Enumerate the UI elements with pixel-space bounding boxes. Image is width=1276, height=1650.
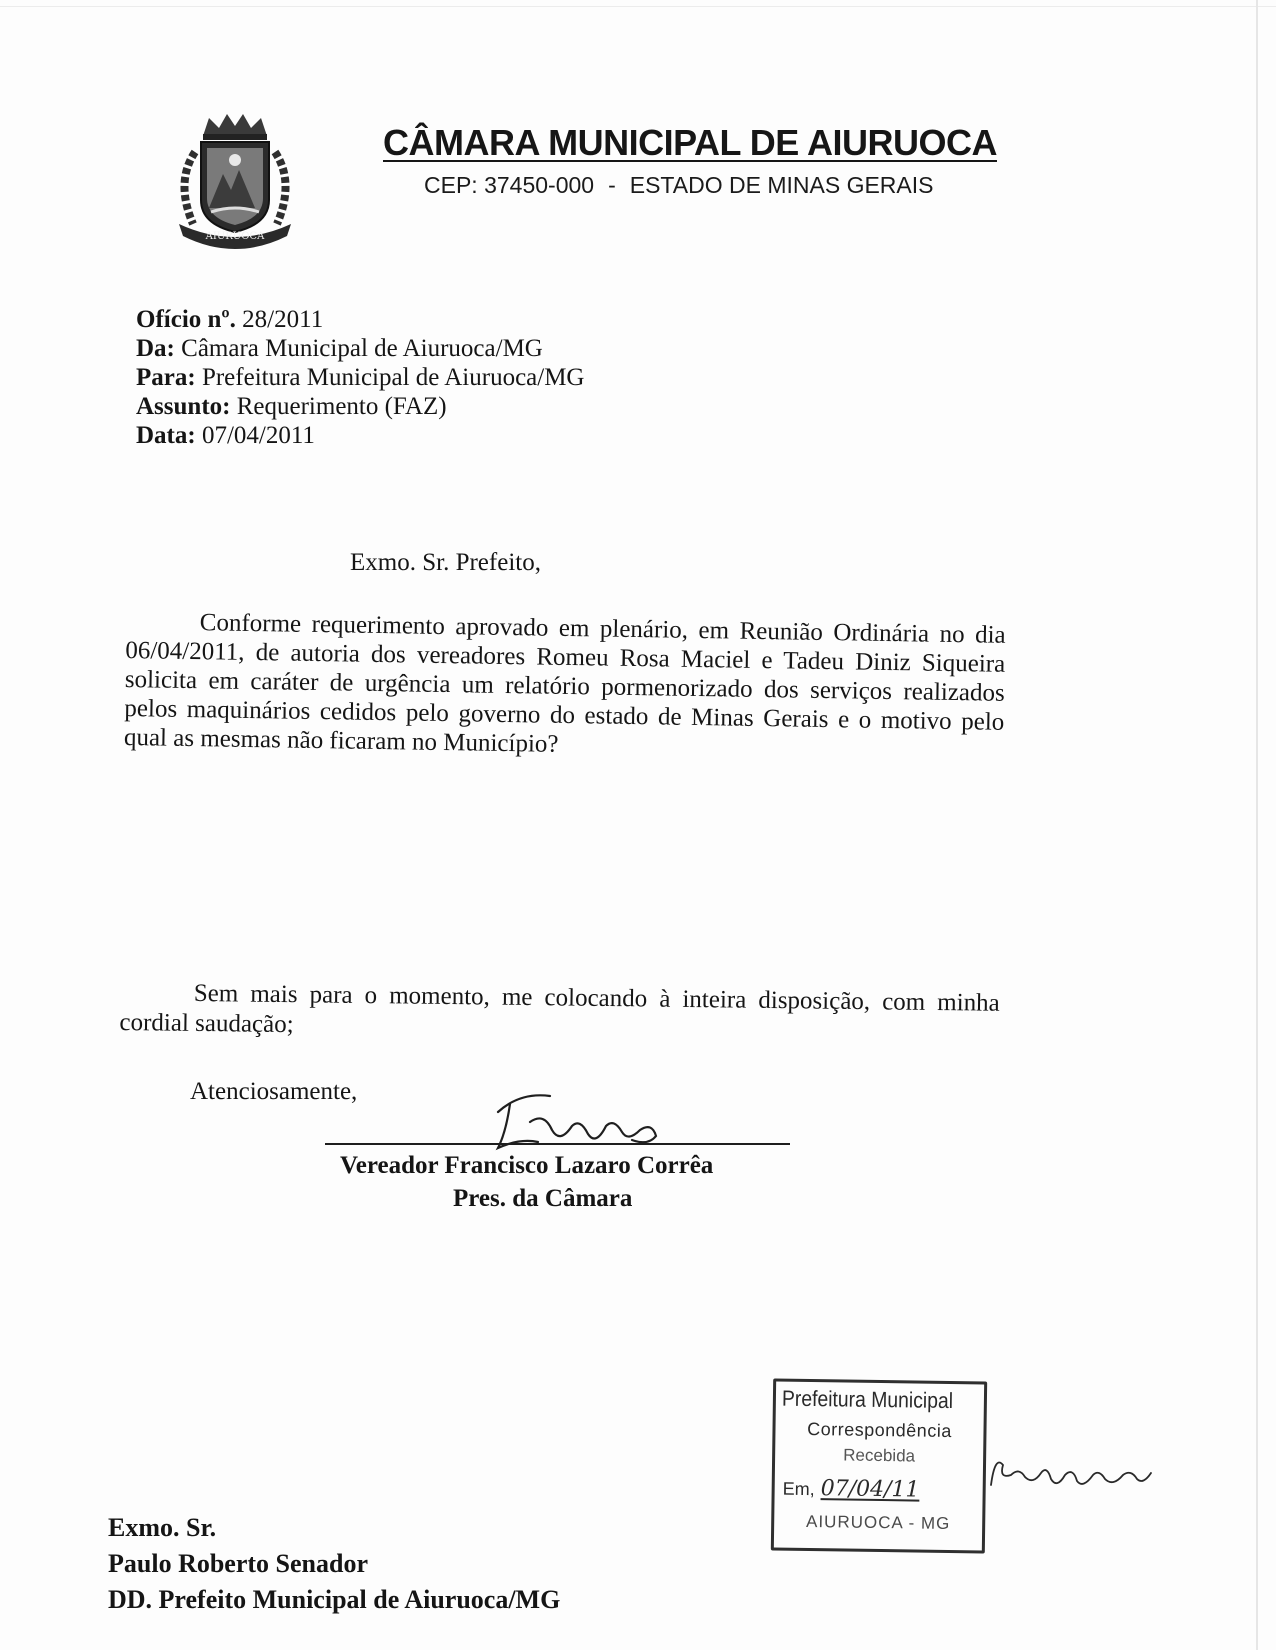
stamp-line-recebida: Recebida xyxy=(843,1445,916,1466)
assunto-row xyxy=(136,392,585,421)
signature-line xyxy=(325,1143,790,1145)
recipient-block xyxy=(108,1510,560,1618)
da-label: Da: xyxy=(136,335,175,362)
oficio-label: Ofício nº. xyxy=(136,306,236,333)
letter-body-paragraph: Conforme requerimento aprovado em plenário, em Reunião Ordinária no dia 06/04/2011, de autoria dos vereadores Romeu Rosa Maciel e Tadeu Diniz Siqueira solicita em caráter de urgência um relatório pormenorizado dos serviços realizados pelos maquinários cedidos pelo governo do estado de Minas Gerais e o motivo pelo qual as mesmas não ficaram no Município? xyxy=(123,609,1006,758)
para-label: Para: xyxy=(136,364,196,391)
data-label: Data: xyxy=(136,422,196,449)
stamp-title: Prefeitura Municipal xyxy=(781,1385,954,1414)
received-stamp xyxy=(771,1379,987,1554)
crest-ribbon-text: AIURUOCA xyxy=(205,231,265,242)
state-text: ESTADO DE MINAS GERAIS xyxy=(629,172,934,198)
cep-text: CEP: 37450-000 xyxy=(424,172,595,198)
signer-name: Vereador Francisco Lazaro Corrêa xyxy=(340,1152,714,1179)
letter-metadata xyxy=(136,305,585,450)
institution-title: CÂMARA MUNICIPAL DE AIURUOCA xyxy=(383,122,997,163)
municipal-crest-icon xyxy=(165,112,305,252)
institution-subtitle xyxy=(424,172,934,199)
recipient-line-name: Paulo Roberto Senador xyxy=(108,1549,368,1578)
scan-edge-right xyxy=(1256,0,1258,1650)
stamp-line-correspondencia: Correspondência xyxy=(807,1418,952,1442)
oficio-value: 28/2011 xyxy=(242,306,324,333)
header-separator: - xyxy=(608,172,616,198)
salutation: Exmo. Sr. Prefeito, xyxy=(350,549,541,576)
closing-paragraph: Sem mais para o momento, me colocando à inteira disposição, com minha cordial saudação; xyxy=(119,979,1000,1039)
oficio-row xyxy=(136,305,585,334)
handwritten-signature-icon xyxy=(480,1082,690,1162)
data-value: 07/04/2011 xyxy=(201,422,315,449)
scan-edge-top xyxy=(0,6,1276,7)
da-value: Câmara Municipal de Aiuruoca/MG xyxy=(181,335,543,362)
data-row xyxy=(136,421,585,450)
assunto-value: Requerimento (FAZ) xyxy=(236,393,447,420)
recipient-line-title: Exmo. Sr. xyxy=(108,1513,217,1542)
para-row xyxy=(136,363,585,392)
signer-role: Pres. da Câmara xyxy=(453,1185,633,1212)
assunto-label: Assunto: xyxy=(136,393,231,420)
stamp-date-value: 07/04/11 xyxy=(820,1476,920,1503)
da-row xyxy=(136,334,585,363)
initials-signature-icon xyxy=(985,1445,1155,1495)
para-value: Prefeitura Municipal de Aiuruoca/MG xyxy=(201,364,585,391)
stamp-date xyxy=(783,1476,920,1503)
regards-text: Atenciosamente, xyxy=(190,1078,358,1105)
stamp-date-prefix: Em, xyxy=(782,1478,815,1500)
recipient-line-office: DD. Prefeito Municipal de Aiuruoca/MG xyxy=(108,1585,561,1614)
stamp-city: AIURUOCA - MG xyxy=(805,1511,951,1534)
